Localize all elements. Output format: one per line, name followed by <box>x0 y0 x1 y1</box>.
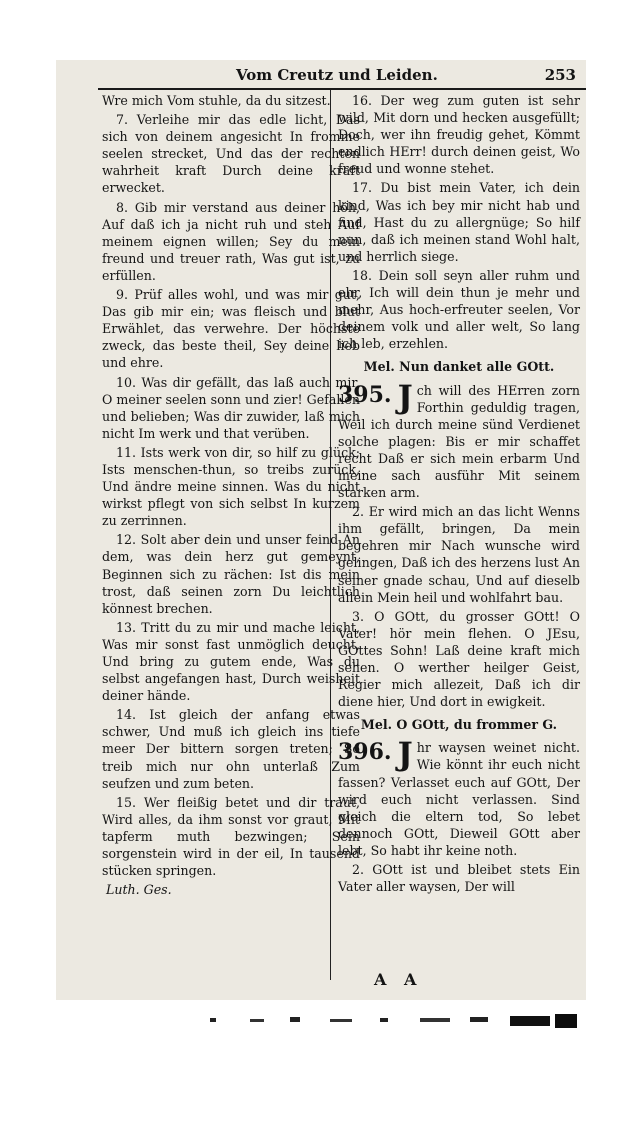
verse-7: 7. Verleihe mir das edle licht, Das sich von deinem angesicht In fromme seelen strecket, Und das der rechten wahrheit kraft Durch deine kraft erwecket. <box>102 112 360 196</box>
verse-9: 9. Prüf alles wohl, und was mir gut, Das gib mir ein; was fleisch und blut Erwählet, das verwehre. Der höchste zweck, das beste theil, Sey deine lieb und ehre. <box>102 287 360 371</box>
verse-13: 13. Tritt du zu mir und mache leicht, Was mir sonst fast unmöglich deucht, Und bring zu gutem ende, Was du selbst angefangen hast, Durch weisheit deiner hände. <box>102 619 360 704</box>
melody-line: Mel. Nun danket alle GOtt. <box>363 359 555 375</box>
verse-14: 14. Ist gleich der anfang etwas schwer, Und muß ich gleich ins tiefe meer Der bittern sorgen treten; So treib mich nur ohn unterlaß Zum seufzen und zum beten. <box>102 707 360 791</box>
verse-16: 16. Der weg zum guten ist sehr wild, Mit dorn und hecken ausgefüllt; Doch, wer ihn freudig gehet, Kömmt endlich HErr! durch deinen geist, Wo freud und wonne stehet. <box>338 93 580 177</box>
hymn-text: hr waysen weinet nicht. Wie könnt ihr euch nicht fassen? Verlasset euch auf GOtt, Der wird euch nicht verlassen. Sind gleich die eltern tod, So lebet dennoch GOtt, Dieweil GOtt aber lebt, So habt ihr keine noth. <box>338 740 580 858</box>
hymn-395 <box>338 377 580 502</box>
verse-12: 12. Solt aber dein und unser feind An dem, was dein herz gut gemeynt, Beginnen sich zu rächen: Ist dis mein trost, daß seinen zorn Du leichtlich könnest brechen. <box>102 532 360 616</box>
hymn-number: 395. <box>338 381 392 408</box>
verse-3: 3. O GOtt, du grosser GOtt! O Vater! hör mein flehen. O JEsu, GOttes Sohn! Laß deine kraft mich sehen. O werther heilger Geist, Regier mich allezeit, Daß ich dir diene hier, Und dort in ewigkeit. <box>338 608 580 710</box>
printer-signature-mark: A A <box>374 970 423 989</box>
verse-17: 17. Du bist mein Vater, ich dein kind, Was ich bey mir nicht hab und find, Hast du zu allergnüge; So hilf nun, daß ich meinen stand Wohl halt, und herrlich siege. <box>338 180 580 264</box>
left-column <box>102 92 360 900</box>
verse-15: 15. Wer fleißig betet und dir traut, Wird alles, da ihm sonst vor graut, Mit tapferm muth bezwingen; Sein sorgenstein wird in der eil, In tausend stücken springen. <box>102 794 360 879</box>
hymn-396 <box>338 735 580 859</box>
verse-18: 18. Dein soll seyn aller ruhm und ehr, Ich will dein thun je mehr und mehr, Aus hoch-erfreuter seelen, Vor deinem volk und aller welt, So lang ich leb, erzehlen. <box>338 267 580 352</box>
hymn-author: Luth. Ges. <box>106 882 172 898</box>
hymn-text: ch will des HErren zorn Forthin geduldig tragen, Weil ich durch meine sünd Verdienet solche plagen: Bis er mir schaffet recht Daß er sich mein erbarm Und meine sach ausführ Mit seinem starken arm. <box>338 382 580 501</box>
page-number: 253 <box>544 66 576 84</box>
drop-initial: J <box>397 377 413 416</box>
verse-8: 8. Gib mir verstand aus deiner höh, Auf daß ich ja nicht ruh und steh Auf meinem eignen willen; Sey du mein freund und treuer rath, Was gut ist, zu erfüllen. <box>102 199 360 283</box>
running-title: Vom Creutz und Leiden. <box>236 66 438 84</box>
hymn-number: 396. <box>338 739 392 766</box>
verse-10: 10. Was dir gefällt, das laß auch mir, O meiner seelen sonn und zier! Gefallen und belieben; Was dir zuwider, laß mich nicht Im werk und that verüben. <box>102 374 360 441</box>
drop-initial: J <box>397 735 413 774</box>
verse-2: 2. Er wird mich an das licht Wenns ihm gefällt, bringen, Da mein begehren mir Nach wunsche wird gelingen, Daß ich des herzens lust An seiner gnade schau, Und auf dieselb allein Mein heil und wohlfahrt bau. <box>338 504 580 605</box>
verse-2: 2. GOtt ist und bleibet stets Ein Vater aller waysen, Der will <box>338 862 580 895</box>
header-rule <box>98 88 586 90</box>
right-column <box>338 92 580 897</box>
verse-continuation: Wre mich Vom stuhle, da du sitzest. <box>102 93 331 108</box>
verse-11: 11. Ists werk von dir, so hilf zu glück; Ists menschen-thun, so treibs zurück, Und ändre meine sinnen. Was du nicht wirkst pflegt von sich selbst In kurzem zu zerrinnen. <box>102 444 360 529</box>
page-header <box>56 60 586 88</box>
melody-line: Mel. O GOtt, du frommer G. <box>360 717 558 733</box>
bleed-through-smudge <box>210 1012 580 1030</box>
book-page <box>56 60 586 1000</box>
